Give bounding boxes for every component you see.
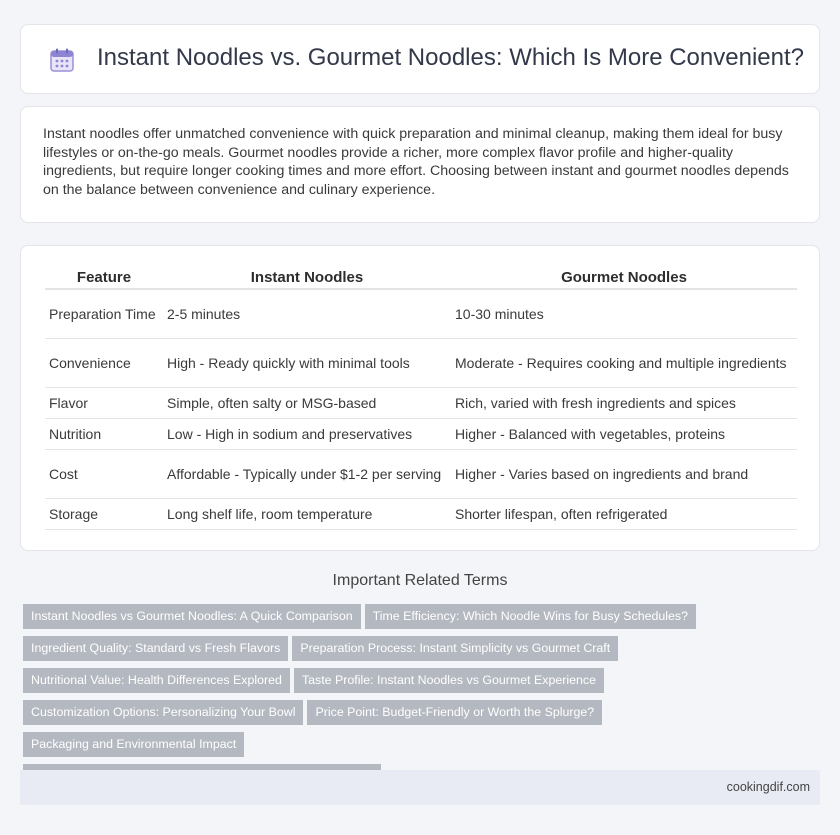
cell-instant: Affordable - Typically under $1-2 per serving: [163, 450, 451, 499]
cell-feature: Flavor: [45, 388, 163, 419]
header-gourmet-noodles: Gourmet Noodles: [451, 266, 797, 290]
related-term-chip[interactable]: Preparation Process: Instant Simplicity vs Gourmet Craft: [292, 636, 618, 661]
cell-feature: Storage: [45, 499, 163, 530]
table-row: [45, 388, 797, 419]
related-term-chip[interactable]: Nutritional Value: Health Differences Explored: [23, 668, 290, 693]
cell-feature: Cost: [45, 450, 163, 499]
related-term-chip[interactable]: Packaging and Environmental Impact: [23, 732, 244, 757]
cell-gourmet: Shorter lifespan, often refrigerated: [451, 499, 797, 530]
table-row: [45, 290, 797, 339]
related-term-chip[interactable]: Price Point: Budget-Friendly or Worth the Splurge?: [307, 700, 602, 725]
cell-feature: Nutrition: [45, 419, 163, 450]
cell-gourmet: Higher - Varies based on ingredients and brand: [451, 450, 797, 499]
related-term-chip[interactable]: Time Efficiency: Which Noodle Wins for Busy Schedules?: [365, 604, 696, 629]
comparison-table: [45, 266, 797, 530]
cell-gourmet: Higher - Balanced with vegetables, proteins: [451, 419, 797, 450]
cell-instant: Low - High in sodium and preservatives: [163, 419, 451, 450]
comparison-table-card: [20, 245, 820, 551]
table-row: [45, 499, 797, 530]
page-title: Instant Noodles vs. Gourmet Noodles: Which Is More Convenient?: [97, 44, 804, 71]
cell-feature: Preparation Time: [45, 290, 163, 339]
table-row: [45, 339, 797, 388]
cell-gourmet: Moderate - Requires cooking and multiple ingredients: [451, 339, 797, 388]
related-term-chip[interactable]: Ingredient Quality: Standard vs Fresh Flavors: [23, 636, 288, 661]
footer: [20, 770, 820, 805]
related-term-chip[interactable]: Customization Options: Personalizing Your Bowl: [23, 700, 303, 725]
related-term-chip[interactable]: Instant Noodles vs Gourmet Noodles: A Quick Comparison: [23, 604, 361, 629]
related-term-chip[interactable]: Taste Profile: Instant Noodles vs Gourmet Experience: [294, 668, 604, 693]
table-row: [45, 419, 797, 450]
intro-paragraph: Instant noodles offer unmatched convenience with quick preparation and minimal cleanup, making them ideal for busy lifestyles or on-the-go meals. Gourmet noodles provide a richer, more complex flavor profile and higher-quality ingredients, but require longer cooking times and more effort. Choosing between instant and gourmet noodles depends on the balance between convenience and culinary experience.: [43, 126, 789, 198]
cell-gourmet: Rich, varied with fresh ingredients and spices: [451, 388, 797, 419]
header-card: [20, 24, 820, 94]
cell-feature: Convenience: [45, 339, 163, 388]
cell-instant: 2-5 minutes: [163, 290, 451, 339]
footer-site-link[interactable]: cookingdif.com: [726, 780, 810, 794]
table-row: [45, 450, 797, 499]
related-terms-title: Important Related Terms: [332, 572, 508, 589]
cell-instant: Simple, often salty or MSG-based: [163, 388, 451, 419]
cell-instant: Long shelf life, room temperature: [163, 499, 451, 530]
calendar-icon: [49, 47, 75, 73]
cell-gourmet: 10-30 minutes: [451, 290, 797, 339]
intro-card: [20, 106, 820, 223]
cell-instant: High - Ready quickly with minimal tools: [163, 339, 451, 388]
table-header-row: [45, 266, 797, 290]
related-terms-list: [23, 604, 823, 796]
header-instant-noodles: Instant Noodles: [163, 266, 451, 290]
header-feature: Feature: [45, 266, 163, 290]
